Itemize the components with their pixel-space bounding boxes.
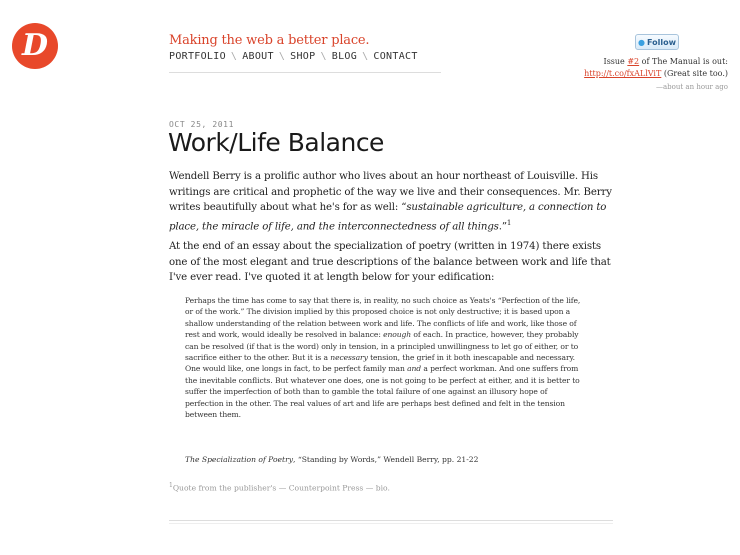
follow-label: Follow: [646, 37, 676, 47]
citation-text: , “Standing by Words,” Wendell Berry, pp. 21-22: [293, 455, 479, 464]
paragraph-text: ”: [501, 220, 507, 232]
tweet-text: of The Manual is out:: [639, 57, 728, 66]
footnote-ref[interactable]: 1: [506, 218, 512, 227]
quote-citation: [185, 455, 478, 464]
nav-separator: \: [278, 51, 286, 62]
nav-item-blog[interactable]: BLOG: [331, 51, 358, 62]
footnote: [169, 482, 390, 493]
site-logo[interactable]: D: [12, 23, 58, 69]
footnote-marker: 1: [169, 482, 173, 489]
tweet-text: Issue: [603, 57, 628, 66]
quote-text: a perfect workman. And one suffers from the inevitable conflicts. But whatever one does, one is not going to be perfect at either, and it is better to suffer the imperfection of both than to gamble the total failure of one against an illusory hope of perfection in the other. The real values of art and life are perhaps best defined and felt in the tension between them.: [185, 364, 580, 420]
nav-item-contact[interactable]: CONTACT: [373, 51, 418, 62]
footnote-text: Quote from the publisher's — Counterpoint Press — bio.: [172, 483, 390, 493]
quote-emphasis: necessary: [330, 353, 368, 363]
nav-divider: [169, 72, 441, 73]
tweet-text: (Great site too.): [661, 69, 728, 78]
site-tagline: Making the web a better place.: [169, 33, 370, 48]
nav-item-about[interactable]: ABOUT: [242, 51, 274, 62]
quote-text: tension, the grief in it both inescapable and necessary. One would like, one longs in fact, to be perfect family man: [185, 353, 575, 374]
quote-text: of each. In practice, however, they probably can be resolved (if that is the word) only in tension, in a principled unwillingness to let go of either, or to sacrifice either to the other. But it is a: [185, 330, 579, 363]
quote-emphasis: and: [407, 364, 422, 374]
tweet-url-link[interactable]: http://t.co/fxALlViT: [584, 69, 662, 78]
nav-item-shop[interactable]: SHOP: [290, 51, 316, 62]
post-divider: [169, 520, 613, 521]
citation-title: The Specialization of Poetry: [185, 455, 294, 464]
post-date: OCT 25, 2011: [169, 120, 234, 129]
post-title: Work/Life Balance: [168, 128, 384, 157]
tweet-issue-link[interactable]: #2: [627, 57, 640, 66]
quote-text: Perhaps the time has come to say that there is, in reality, no such choice as Yeats's “Perfection of the life, or of the work.” The division implied by this proposed choice is not only destructive; it is based upon a shallow understanding of the relation between work and life. The conflicts of life and work, like those of rest and work, would ideally be resolved in balance:: [185, 296, 581, 340]
main-nav: [169, 51, 441, 62]
tweet-timestamp[interactable]: —about an hour ago: [656, 83, 728, 91]
twitter-bird-icon: ●: [638, 37, 645, 47]
nav-separator: \: [362, 51, 369, 62]
post-paragraph-2: At the end of an essay about the specialization of poetry (written in 1974) there exists one of the most elegant and true descriptions of the balance between work and life that I've ever read. I've quoted it at length below for your edification:: [169, 241, 611, 283]
latest-tweet: [558, 56, 728, 80]
paragraph-text: Wendell Berry is a prolific author who lives about an hour northeast of Louisville. His writings are critical and prophetic of the way we live and their consequences. Mr. Berry writes beautifully about what he's for as well: “: [169, 171, 612, 213]
twitter-follow-button[interactable]: [635, 34, 679, 50]
paragraph-italic-text: sustainable agriculture, a connection to place, the miracle of life, and the interconnectedness of all things.: [169, 202, 607, 232]
post-paragraph-1: [169, 169, 613, 234]
blockquote: [185, 295, 585, 420]
nav-separator: \: [230, 51, 238, 62]
nav-item-portfolio[interactable]: PORTFOLIO: [169, 51, 226, 62]
post-divider: [169, 523, 613, 524]
nav-separator: \: [320, 51, 327, 62]
quote-emphasis: enough: [383, 330, 412, 340]
